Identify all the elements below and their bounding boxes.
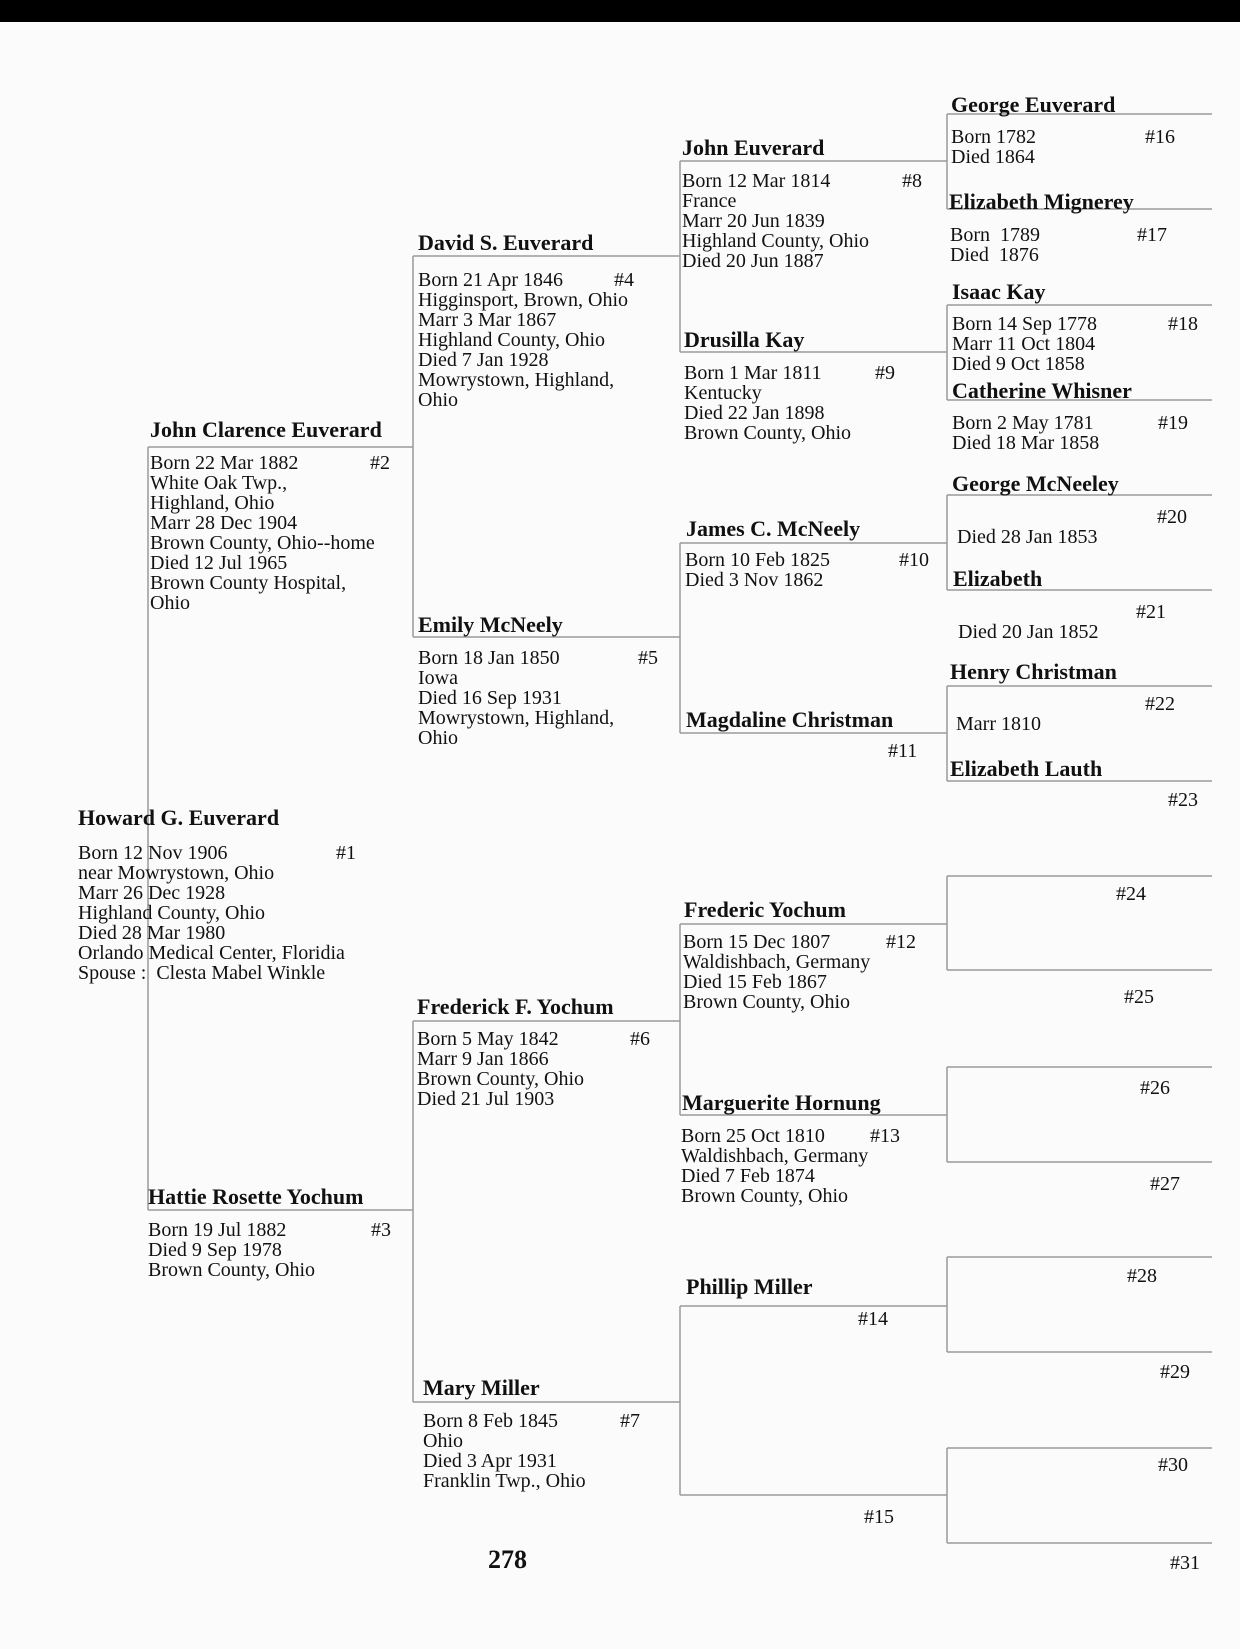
person-19-details [952, 413, 1099, 453]
person-8-line-1: France [682, 190, 737, 212]
person-6-line-2: Brown County, Ohio [417, 1068, 585, 1090]
person-8-line-0: Born 12 Mar 1814 [682, 170, 831, 192]
person-13-line-3: Brown County, Ohio [681, 1185, 849, 1207]
person-29-number: #29 [1160, 1361, 1190, 1383]
person-4-name: David S. Euverard [418, 230, 594, 255]
person-13-number: #13 [870, 1125, 900, 1147]
person-2-line-5: Died 12 Jul 1965 [150, 552, 288, 574]
person-2-line-3: Marr 28 Dec 1904 [150, 512, 298, 534]
person-8-name: John Euverard [682, 135, 825, 160]
person-12-name: Frederic Yochum [684, 897, 846, 922]
person-7-line-2: Died 3 Apr 1931 [423, 1450, 557, 1472]
person-4-line-5: Mowrystown, Highland, [418, 369, 615, 391]
person-1-marr-place: Highland County, Ohio [78, 902, 266, 924]
person-9-details [684, 363, 851, 443]
person-18-line-1: Marr 11 Oct 1804 [952, 333, 1096, 355]
person-17-details [950, 225, 1040, 265]
person-7-number: #7 [620, 1410, 640, 1432]
person-19 [952, 379, 1132, 403]
person-2-line-6: Brown County Hospital, [150, 572, 347, 594]
person-1-marr: Marr 26 Dec 1928 [78, 882, 226, 904]
person-23 [950, 757, 1102, 781]
person-22-marr: Marr 1810 [956, 713, 1041, 735]
person-5-details [418, 648, 614, 748]
person-5-line-4: Ohio [418, 727, 458, 749]
person-2-line-0: Born 22 Mar 1882 [150, 452, 299, 474]
person-24-number: #24 [1116, 883, 1146, 905]
person-16-number: #16 [1145, 126, 1175, 148]
person-2-details [150, 453, 375, 613]
person-7-line-1: Ohio [423, 1430, 463, 1452]
person-1 [78, 806, 279, 830]
person-18-name: Isaac Kay [952, 279, 1046, 304]
person-7 [423, 1376, 540, 1400]
person-18-details [952, 314, 1097, 374]
person-12-line-0: Born 15 Dec 1807 [683, 931, 831, 953]
person-6-line-0: Born 5 May 1842 [417, 1028, 559, 1050]
person-17-line-1: Died 1876 [950, 244, 1039, 266]
person-20-died: Died 28 Jan 1853 [957, 526, 1098, 548]
person-1-spouse: Spouse : Clesta Mabel Winkle [78, 962, 326, 984]
person-9-line-0: Born 1 Mar 1811 [684, 362, 822, 384]
person-1-born-place: near Mowrystown, Ohio [78, 862, 275, 884]
person-25-number: #25 [1124, 986, 1154, 1008]
person-2-line-7: Ohio [150, 592, 190, 614]
page-number: 278 [488, 1545, 527, 1574]
person-18-line-0: Born 14 Sep 1778 [952, 313, 1097, 335]
person-4-line-1: Higginsport, Brown, Ohio [418, 289, 628, 311]
person-17-name: Elizabeth Mignerey [949, 189, 1134, 214]
person-22 [950, 660, 1117, 684]
person-21-died: Died 20 Jan 1852 [958, 621, 1099, 643]
person-10-number: #10 [899, 549, 929, 571]
person-5-number: #5 [638, 647, 658, 669]
person-8-line-3: Highland County, Ohio [682, 230, 870, 252]
person-12-line-1: Waldishbach, Germany [683, 951, 871, 973]
person-1-died-place: Orlando Medical Center, Floridia [78, 942, 345, 964]
person-19-number: #19 [1158, 412, 1188, 434]
person-4-line-6: Ohio [418, 389, 458, 411]
person-22-number: #22 [1145, 693, 1175, 715]
person-19-name: Catherine Whisner [952, 378, 1132, 403]
person-12 [684, 898, 846, 922]
person-18-line-2: Died 9 Oct 1858 [952, 353, 1085, 375]
person-27-number: #27 [1150, 1173, 1180, 1195]
person-6-details [417, 1029, 584, 1109]
person-2-name: John Clarence Euverard [150, 417, 382, 442]
person-2 [150, 418, 382, 442]
person-3-line-0: Born 19 Jul 1882 [148, 1219, 287, 1241]
person-3-name: Hattie Rosette Yochum [148, 1184, 364, 1209]
person-4-line-0: Born 21 Apr 1846 [418, 269, 563, 291]
person-7-name: Mary Miller [423, 1375, 540, 1400]
person-12-line-2: Died 15 Feb 1867 [683, 971, 827, 993]
person-10-line-0: Born 10 Feb 1825 [685, 549, 830, 571]
person-3-details [148, 1220, 315, 1280]
person-10-line-1: Died 3 Nov 1862 [685, 569, 824, 591]
person-9-line-3: Brown County, Ohio [684, 422, 852, 444]
person-8-number: #8 [902, 170, 922, 192]
person-17-number: #17 [1137, 224, 1167, 246]
person-12-line-3: Brown County, Ohio [683, 991, 851, 1013]
person-5-line-0: Born 18 Jan 1850 [418, 647, 560, 669]
person-4-line-3: Highland County, Ohio [418, 329, 606, 351]
person-23-name: Elizabeth Lauth [950, 756, 1103, 781]
person-2-line-2: Highland, Ohio [150, 492, 275, 514]
person-7-line-3: Franklin Twp., Ohio [423, 1470, 586, 1492]
person-11-name: Magdaline Christman [686, 707, 894, 732]
person-10 [686, 517, 860, 541]
person-11 [686, 708, 893, 732]
person-6-line-1: Marr 9 Jan 1866 [417, 1048, 549, 1070]
person-31-number: #31 [1170, 1552, 1200, 1574]
person-12-details [683, 932, 870, 1012]
person-3 [148, 1185, 363, 1209]
person-6-name: Frederick F. Yochum [417, 994, 614, 1019]
person-4-line-4: Died 7 Jan 1928 [418, 349, 549, 371]
person-16 [951, 93, 1115, 117]
person-13-line-1: Waldishbach, Germany [681, 1145, 869, 1167]
person-14-name: Phillip Miller [686, 1274, 813, 1299]
person-9 [684, 328, 804, 352]
person-17 [949, 190, 1134, 214]
person-23-number: #23 [1168, 789, 1198, 811]
person-2-number: #2 [370, 452, 390, 474]
person-8 [682, 136, 824, 160]
person-4-details [418, 270, 628, 410]
person-8-line-2: Marr 20 Jun 1839 [682, 210, 825, 232]
person-3-line-2: Brown County, Ohio [148, 1259, 316, 1281]
person-20-name: George McNeeley [952, 471, 1119, 496]
person-6 [417, 995, 614, 1019]
person-16-line-1: Died 1864 [951, 146, 1035, 168]
person-2-line-4: Brown County, Ohio--home [150, 532, 375, 554]
person-1-number: #1 [336, 842, 356, 864]
person-5-line-1: Iowa [418, 667, 458, 689]
person-9-name: Drusilla Kay [684, 327, 805, 352]
person-20 [952, 472, 1119, 496]
person-12-number: #12 [886, 931, 916, 953]
person-16-details [951, 127, 1036, 167]
person-20-number: #20 [1157, 506, 1187, 528]
person-2-line-1: White Oak Twp., [150, 472, 288, 494]
person-6-line-3: Died 21 Jul 1903 [417, 1088, 555, 1110]
person-28-number: #28 [1127, 1265, 1157, 1287]
person-4 [418, 231, 593, 255]
person-3-line-1: Died 9 Sep 1978 [148, 1239, 282, 1261]
person-6-number: #6 [630, 1028, 650, 1050]
person-1-died: Died 28 Mar 1980 [78, 922, 226, 944]
person-11-number: #11 [888, 740, 918, 762]
person-4-number: #4 [614, 269, 634, 291]
person-13 [682, 1091, 881, 1115]
person-10-details [685, 550, 830, 590]
person-21-number: #21 [1136, 601, 1166, 623]
person-9-line-1: Kentucky [684, 382, 762, 404]
person-16-line-0: Born 1782 [951, 126, 1036, 148]
person-13-line-2: Died 7 Feb 1874 [681, 1165, 815, 1187]
person-21 [953, 567, 1042, 591]
person-17-line-0: Born 1789 [950, 224, 1040, 246]
person-21-name: Elizabeth [953, 566, 1043, 591]
person-5-line-3: Mowrystown, Highland, [418, 707, 615, 729]
person-19-line-0: Born 2 May 1781 [952, 412, 1094, 434]
person-26-number: #26 [1140, 1077, 1170, 1099]
person-13-details [681, 1126, 868, 1206]
person-9-line-2: Died 22 Jan 1898 [684, 402, 825, 424]
person-5 [418, 613, 563, 637]
person-14 [686, 1275, 813, 1299]
person-5-name: Emily McNeely [418, 612, 563, 637]
person-13-line-0: Born 25 Oct 1810 [681, 1125, 825, 1147]
person-3-number: #3 [371, 1219, 391, 1241]
person-13-name: Marguerite Hornung [682, 1090, 881, 1115]
person-22-name: Henry Christman [950, 659, 1117, 684]
person-10-name: James C. McNeely [686, 516, 861, 541]
person-8-line-4: Died 20 Jun 1887 [682, 250, 824, 272]
person-7-details [423, 1411, 586, 1491]
person-7-line-0: Born 8 Feb 1845 [423, 1410, 558, 1432]
person-5-line-2: Died 16 Sep 1931 [418, 687, 562, 709]
person-18 [952, 280, 1046, 304]
person-1-name: Howard G. Euverard [78, 805, 280, 830]
person-1-born: Born 12 Nov 1906 [78, 842, 228, 864]
person-19-line-1: Died 18 Mar 1858 [952, 432, 1100, 454]
person-1-details [78, 843, 345, 983]
person-4-line-2: Marr 3 Mar 1867 [418, 309, 557, 331]
person-8-details [682, 171, 869, 271]
person-15-number: #15 [864, 1506, 894, 1528]
person-16-name: George Euverard [951, 92, 1116, 117]
person-18-number: #18 [1168, 313, 1198, 335]
person-14-number: #14 [858, 1308, 888, 1330]
person-30-number: #30 [1158, 1454, 1188, 1476]
person-9-number: #9 [875, 362, 895, 384]
